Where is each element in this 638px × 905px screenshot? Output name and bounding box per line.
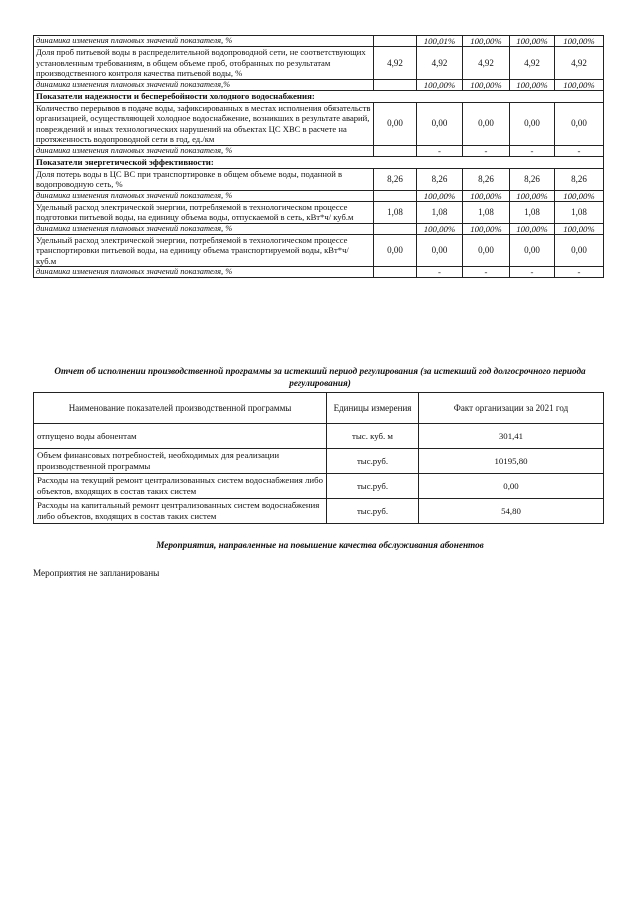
- value-cell: 8,26: [510, 168, 555, 190]
- row-value: 0,00: [419, 474, 604, 499]
- dynamics-label: динамика изменения плановых значений показателя, %: [34, 145, 374, 156]
- value-cell: 0,00: [510, 234, 555, 267]
- dynamics-row: [34, 145, 604, 156]
- value-cell: 100,00%: [463, 223, 510, 234]
- value-cell: [374, 223, 417, 234]
- value-cell: 4,92: [463, 47, 510, 80]
- row-unit: тыс.руб.: [327, 474, 419, 499]
- value-cell: 100,00%: [510, 223, 555, 234]
- production-program-table: [33, 392, 604, 524]
- dynamics-label: динамика изменения плановых значений показателя,%: [34, 79, 374, 90]
- value-cell: 100,00%: [417, 79, 463, 90]
- header-indicator-name: Наименование показателей производственной программы: [34, 393, 327, 424]
- table-row: [34, 424, 604, 449]
- value-cell: 4,92: [555, 47, 604, 80]
- value-cell: 1,08: [417, 201, 463, 223]
- dynamics-row: [34, 190, 604, 201]
- value-cell: -: [510, 145, 555, 156]
- value-cell: 100,00%: [510, 79, 555, 90]
- value-cell: -: [555, 267, 604, 278]
- indicator-row: [34, 47, 604, 80]
- dynamics-row: [34, 267, 604, 278]
- header-unit: Единицы измерения: [327, 393, 419, 424]
- value-cell: -: [555, 145, 604, 156]
- row-unit: тыс.руб.: [327, 499, 419, 524]
- value-cell: 0,00: [374, 234, 417, 267]
- table-row: [34, 449, 604, 474]
- measures-text: Мероприятия не запланированы: [33, 568, 160, 578]
- value-cell: 8,26: [463, 168, 510, 190]
- value-cell: 4,92: [374, 47, 417, 80]
- indicator-row: [34, 234, 604, 267]
- row-unit: тыс.руб.: [327, 449, 419, 474]
- value-cell: 8,26: [417, 168, 463, 190]
- row-name: Расходы на текущий ремонт централизованных систем водоснабжения либо объектов, входящих в состав таких систем: [34, 474, 327, 499]
- dynamics-label: динамика изменения плановых значений показателя, %: [34, 223, 374, 234]
- indicator-label: Удельный расход электрической энергии, потребляемой в технологическом процессе подготовки питьевой воды, на единицу объема воды, отпускаемой в сеть, кВт*ч/ куб.м: [34, 201, 374, 223]
- value-cell: 100,00%: [463, 190, 510, 201]
- row-name: Расходы на капитальный ремонт централизованных систем водоснабжения либо объектов, входящих в состав таких систем: [34, 499, 327, 524]
- value-cell: 4,92: [417, 47, 463, 80]
- value-cell: 8,26: [374, 168, 417, 190]
- indicator-row: [34, 102, 604, 145]
- indicator-row: [34, 201, 604, 223]
- value-cell: -: [463, 267, 510, 278]
- value-cell: 100,00%: [510, 190, 555, 201]
- value-cell: 1,08: [555, 201, 604, 223]
- section-title: Показатели энергетической эффективности:: [34, 156, 604, 168]
- value-cell: 100,00%: [417, 223, 463, 234]
- dynamics-row: [34, 223, 604, 234]
- value-cell: 100,00%: [510, 36, 555, 47]
- table-row: [34, 499, 604, 524]
- table-header-row: [34, 393, 604, 424]
- row-value: 10195,80: [419, 449, 604, 474]
- value-cell: 0,00: [417, 234, 463, 267]
- value-cell: 1,08: [374, 201, 417, 223]
- value-cell: 100,00%: [463, 36, 510, 47]
- value-cell: 0,00: [463, 102, 510, 145]
- value-cell: 0,00: [555, 102, 604, 145]
- value-cell: 1,08: [463, 201, 510, 223]
- value-cell: 100,00%: [463, 79, 510, 90]
- value-cell: 4,92: [510, 47, 555, 80]
- value-cell: 0,00: [463, 234, 510, 267]
- row-name: Объем финансовых потребностей, необходимых для реализации производственной программы: [34, 449, 327, 474]
- value-cell: 100,00%: [555, 190, 604, 201]
- value-cell: [374, 36, 417, 47]
- value-cell: 0,00: [417, 102, 463, 145]
- section-title: Показатели надежности и бесперебойности холодного водоснабжения:: [34, 90, 604, 102]
- value-cell: [374, 267, 417, 278]
- value-cell: 100,00%: [555, 223, 604, 234]
- value-cell: [374, 79, 417, 90]
- dynamics-label: динамика изменения плановых значений показателя, %: [34, 190, 374, 201]
- indicators-table: [33, 35, 604, 278]
- value-cell: 100,00%: [417, 190, 463, 201]
- indicator-label: Количество перерывов в подаче воды, зафиксированных в местах исполнения обязательств организацией, осуществляющей холодное водоснабжение, возникших в результате аварий, повреждений и иных технологических нарушений на объектах ЦС ХВС в расчете на протяженность водопроводной сети в год, ед./км: [34, 102, 374, 145]
- value-cell: -: [463, 145, 510, 156]
- measures-title: Мероприятия, направленные на повышение качества обслуживания абонентов: [156, 540, 484, 550]
- value-cell: 0,00: [374, 102, 417, 145]
- section-header-row: [34, 90, 604, 102]
- row-name: отпущено воды абонентам: [34, 424, 327, 449]
- value-cell: 1,08: [510, 201, 555, 223]
- value-cell: 0,00: [510, 102, 555, 145]
- value-cell: -: [417, 145, 463, 156]
- indicator-row: [34, 168, 604, 190]
- section-header-row: [34, 156, 604, 168]
- indicator-label: Доля проб питьевой воды в распределительной водопроводной сети, не соответствующих установленным требованиям, в общем объеме проб, отобранных по результатам производственного контроля качества питьевой воды, %: [34, 47, 374, 80]
- table-row: [34, 474, 604, 499]
- value-cell: 100,01%: [417, 36, 463, 47]
- row-value: 54,80: [419, 499, 604, 524]
- value-cell: -: [417, 267, 463, 278]
- value-cell: [374, 190, 417, 201]
- dynamics-row: [34, 36, 604, 47]
- value-cell: 100,00%: [555, 79, 604, 90]
- row-unit: тыс. куб. м: [327, 424, 419, 449]
- indicator-label: Удельный расход электрической энергии, потребляемой в технологическом процессе транспортировки питьевой воды, на единицу объема транспортируемой воды, кВт*ч/ куб.м: [34, 234, 374, 267]
- value-cell: -: [510, 267, 555, 278]
- indicator-label: Доля потерь воды в ЦС ВС при транспортировке в общем объеме воды, поданной в водопроводную сеть, %: [34, 168, 374, 190]
- header-fact: Факт организации за 2021 год: [419, 393, 604, 424]
- value-cell: [374, 145, 417, 156]
- value-cell: 100,00%: [555, 36, 604, 47]
- report-title: Отчет об исполнении производственной программы за истекший период регулирования (за истекший год долгосрочного периода регулирования): [54, 366, 586, 388]
- dynamics-row: [34, 79, 604, 90]
- dynamics-label: динамика изменения плановых значений показателя, %: [34, 36, 374, 47]
- row-value: 301,41: [419, 424, 604, 449]
- dynamics-label: динамика изменения плановых значений показателя, %: [34, 267, 374, 278]
- value-cell: 8,26: [555, 168, 604, 190]
- value-cell: 0,00: [555, 234, 604, 267]
